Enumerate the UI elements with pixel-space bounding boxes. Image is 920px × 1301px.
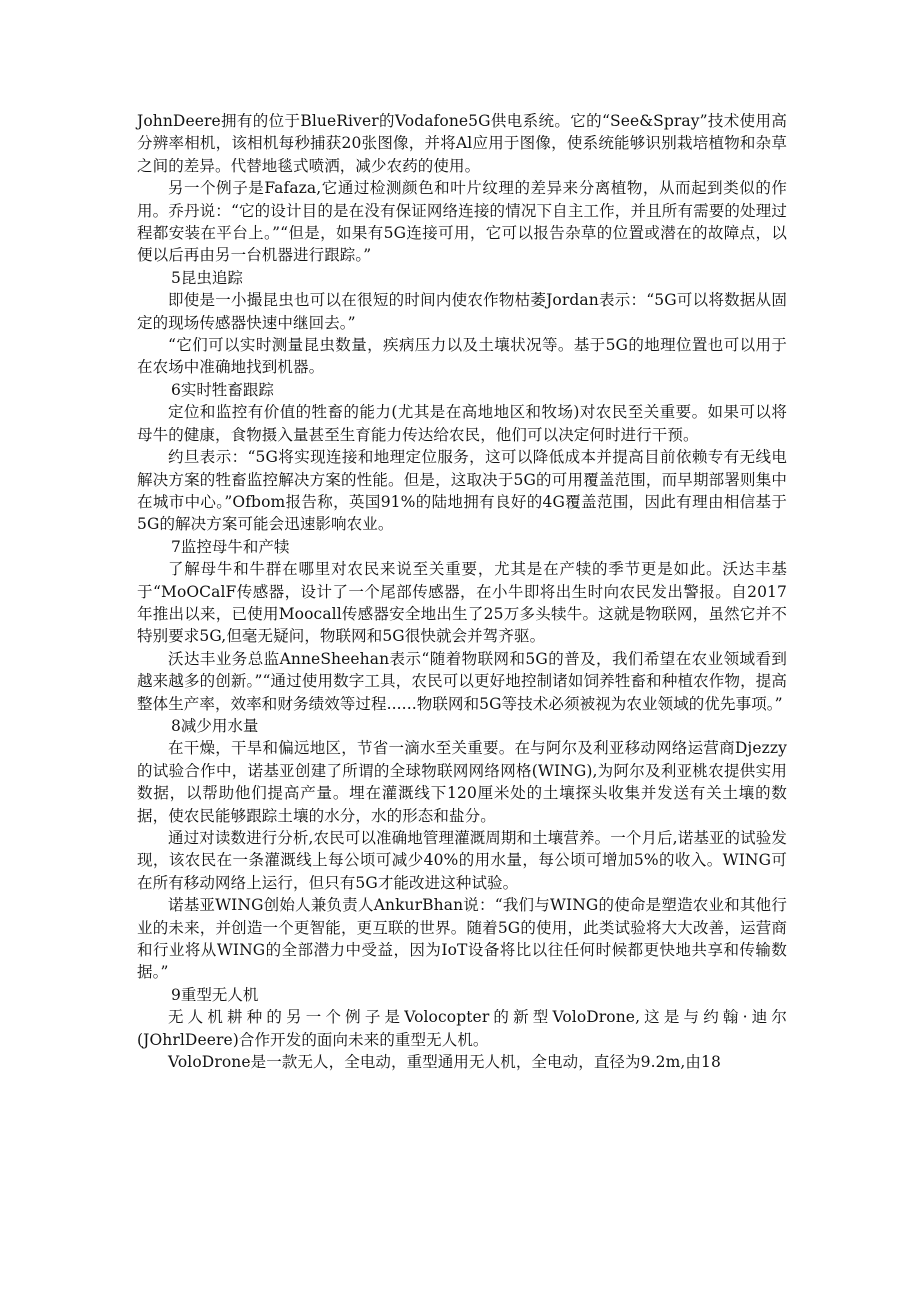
section-heading: 7监控母牛和产犊 [171, 537, 290, 556]
paragraph: JohnDeere拥有的位于BlueRiver的Vodafone5G供电系统。它的“See&Spray”技术使用高分辨率相机，该相机每秒捕获20张图像，并将Al应用于图像，使系统能够识别栽培植物和杂草之间的差异。代替地毯式喷洒，减少农药的使用。 [137, 112, 787, 175]
paragraph: “它们可以实时测量昆虫数量，疾病压力以及土壤状况等。基于5G的地理位置也可以用于在农场中准确地找到机器。 [137, 336, 787, 377]
paragraph: VoloDrone是一款无人，全电动，重型通用无人机，全电动，直径为9.2m,由18 [168, 1053, 721, 1072]
paragraph: 定位和监控有价值的牲畜的能力(尤其是在高地地区和牧场)对农民至关重要。如果可以将母牛的健康，食物摄入量甚至生育能力传达给农民，他们可以决定何时进行干预。 [137, 403, 787, 444]
paragraph: 在干燥，干旱和偏远地区，节省一滴水至关重要。在与阿尔及利亚移动网络运营商Djezzy的试验合作中，诺基亚创建了所谓的全球物联网网络网格(WING),为阿尔及利亚桃农提供实用数据，以帮助他们提高产量。埋在灌溉线下120厘米处的土壤探头收集并发送有关土壤的数据，使农民能够跟踪土壤的水分，水的形态和盐分。 [137, 739, 787, 825]
paragraph: 沃达丰业务总监AnneSheehan表示“随着物联网和5G的普及，我们希望在农业领域看到越来越多的创新。”“通过使用数字工具，农民可以更好地控制诸如饲养牲畜和种植农作物，提高整体生产率，效率和财务绩效等过程......物联网和5G等技术必须被视为农业领域的优先事项。” [137, 649, 787, 713]
section-heading: 8减少用水量 [171, 716, 259, 735]
paragraph: 即使是一小撮昆虫也可以在很短的时间内使农作物枯萎Jordan表示：“5G可以将数据从固定的现场传感器快速中继回去。” [137, 291, 787, 332]
paragraph: 另一个例子是Fafaza,它通过检测颜色和叶片纹理的差异来分离植物，从而起到类似的作用。乔丹说：“它的设计目的是在没有保证网络连接的情况下自主工作，并且所有需要的处理过程都安装在平台上。”“但是，如果有5G连接可用，它可以报告杂草的位置或潜在的故障点，以便以后再由另一台机器进行跟踪。” [137, 179, 787, 265]
paragraph: 无人机耕种的另一个例子是Volocopter的新型VoloDrone,这是与约翰·迪尔(JOhrlDeere)合作开发的面向未来的重型无人机。 [137, 1008, 787, 1049]
section-heading: 9重型无人机 [171, 985, 259, 1004]
document-page [137, 110, 787, 1073]
paragraph: 通过对读数进行分析,农民可以准确地管理灌溉周期和土壤营养。一个月后,诺基亚的试验发现，该农民在一条灌溉线上每公顷可减少40%的用水量，每公顷可增加5%的收入。WING可在所有移动网络上运行，但只有5G才能改进这种试验。 [137, 829, 787, 892]
section-heading: 5昆虫追踪 [171, 268, 243, 287]
paragraph: 了解母牛和牛群在哪里对农民来说至关重要，尤其是在产犊的季节更是如此。沃达丰基于“MoOCalF传感器，设计了一个尾部传感器，在小牛即将出生时向农民发出警报。自2017年推出以来，已使用Moocall传感器安全地出生了25万多头犊牛。这就是物联网，虽然它并不特别要求5G,但毫无疑问，物联网和5G很快就会并驾齐驱。 [137, 560, 787, 646]
paragraph: 诺基亚WING创始人兼负责人AnkurBhan说：“我们与WING的使命是塑造农业和其他行业的未来，并创造一个更智能，更互联的世界。随着5G的使用，此类试验将大大改善，运营商和行业将从WING的全部潜力中受益，因为IoT设备将比以往任何时候都更快地共享和传输数据。” [137, 896, 787, 982]
section-heading: 6实时牲畜跟踪 [171, 380, 274, 399]
paragraph: 约旦表示：“5G将实现连接和地理定位服务，这可以降低成本并提高目前依赖专有无线电解决方案的牲畜监控解决方案的性能。但是，这取决于5G的可用覆盖范围，而早期部署则集中在城市中心。”Ofbom报告称，英国91%的陆地拥有良好的4G覆盖范围，因此有理由相信基于5G的解决方案可能会迅速影响农业。 [137, 448, 787, 534]
